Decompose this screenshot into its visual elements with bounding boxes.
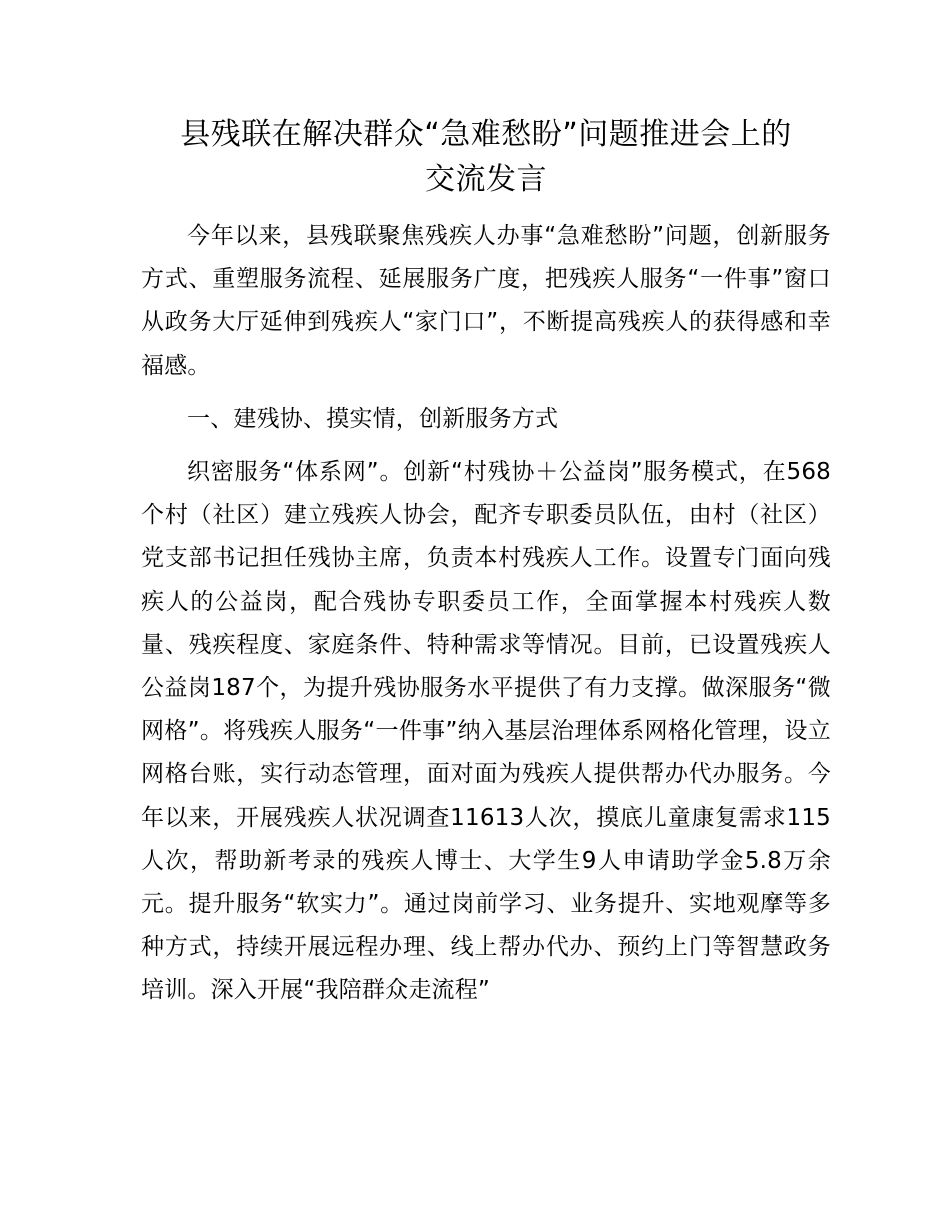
title-line-2: 交流发言 xyxy=(425,162,547,197)
document-title xyxy=(141,112,831,202)
document-page xyxy=(141,112,831,1013)
body-paragraph: 织密服务“体系网”。创新“村残协＋公益岗”服务模式，在568个村（社区）建立残疾人协会，配齐专职委员队伍，由村（社区）党支部书记担任残协主席，负责本村残疾人工作。设置专门面向残疾人的公益岗，配合残协专职委员工作，全面掌握本村残疾人数量、残疾程度、家庭条件、特种需求等情况。目前，已设置残疾人公益岗187个，为提升残协服务水平提供了有力支撑。做深服务“微网格”。将残疾人服务“一件事”纳入基层治理体系网格化管理，设立网格台账，实行动态管理，面对面为残疾人提供帮办代办服务。今年以来，开展残疾人状况调查11613人次，摸底儿童康复需求115人次，帮助新考录的残疾人博士、大学生9人申请助学金5.8万余元。提升服务“软实力”。通过岗前学习、业务提升、实地观摩等多种方式，持续开展远程办理、线上帮办代办、预约上门等智慧政务培训。深入开展“我陪群众走流程” xyxy=(141,459,831,1004)
section-heading: 一、建残协、摸实情，创新服务方式 xyxy=(187,405,559,432)
title-line-1: 县残联在解决群众“急难愁盼”问题推进会上的 xyxy=(180,117,792,152)
intro-paragraph: 今年以来，县残联聚焦残疾人办事“急难愁盼”问题，创新服务方式、重塑服务流程、延展服务广度，把残疾人服务“一件事”窗口从政务大厅延伸到残疾人“家门口”，不断提高残疾人的获得感和幸福感。 xyxy=(141,223,831,379)
